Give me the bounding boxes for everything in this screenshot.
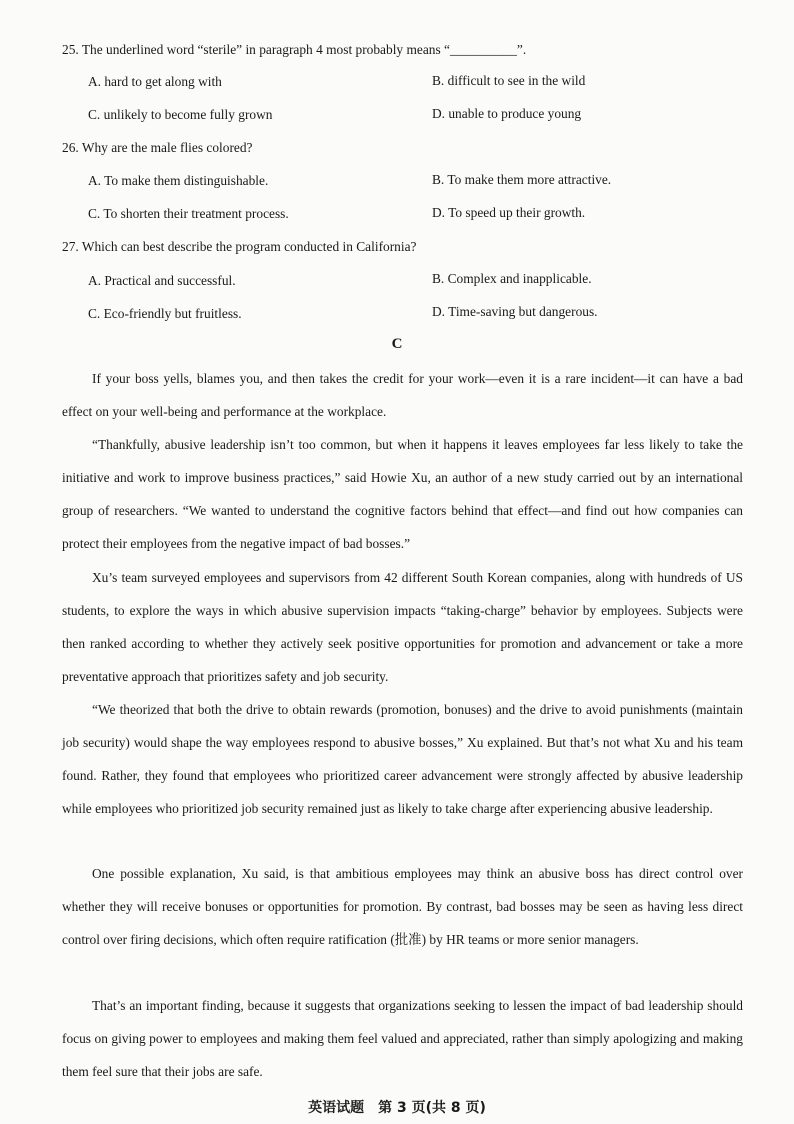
passage-paragraph-4: “We theorized that both the drive to obtain rewards (promotion, bonuses) and the drive to avoid punishments (maintain job security) would shape the way employees respond to abusive bosses,” Xu explained. But that’s not what Xu and his team found. Rather, they found that employees who prioritized career advancement were strongly affected by abusive leadership while employees who prioritized job security remained just as likely to take charge after experiencing abusive leadership.	[62, 702, 743, 816]
question-27-stem: 27. Which can best describe the program conducted in California?	[62, 239, 417, 254]
question-27-option-b: B. Complex and inapplicable.	[432, 271, 592, 286]
passage-paragraph-1: If your boss yells, blames you, and then takes the credit for your work—even it is a rare incident—it can have a bad effect on your well-being and performance at the workplace.	[62, 371, 743, 419]
passage-paragraph-3: Xu’s team surveyed employees and supervisors from 42 different South Korean companies, along with hundreds of US students, to explore the ways in which abusive supervision impacts “taking-charge” behavior by employees. Subjects were then ranked according to whether they actively seek positive opportunities for promotion and advancement or take a more preventative approach that prioritizes safety and job security.	[62, 570, 743, 684]
question-25-option-b: B. difficult to see in the wild	[432, 73, 586, 88]
passage-paragraph-5: One possible explanation, Xu said, is that ambitious employees may think an abusive boss has direct control over whether they will receive bonuses or opportunities for promotion. By contrast, bad bosses may be seen as having less direct control over firing decisions, which often require ratification (批准) by HR teams or more senior managers.	[62, 866, 743, 947]
question-25-option-d: D. unable to produce young	[432, 106, 582, 121]
question-27-option-c: C. Eco-friendly but fruitless.	[88, 306, 242, 321]
question-27-option-a: A. Practical and successful.	[88, 273, 236, 288]
passage-paragraph-2: “Thankfully, abusive leadership isn’t too common, but when it happens it leaves employees far less likely to take the initiative and work to improve business practices,” said Howie Xu, an author of a new study carried out by an international group of researchers. “We wanted to understand the cognitive factors behind that effect—and find out how companies can protect their employees from the negative impact of bad bosses.”	[62, 437, 743, 551]
passage-paragraph-6: That’s an important finding, because it suggests that organizations seeking to lessen the impact of bad leadership should focus on giving power to employees and making them feel valued and appreciated, rather than simply apologizing and making them feel sure that their jobs are safe.	[62, 998, 743, 1079]
question-25-option-c: C. unlikely to become fully grown	[88, 107, 273, 122]
question-26-stem: 26. Why are the male flies colored?	[62, 140, 253, 155]
question-25-stem: 25. The underlined word “sterile” in paragraph 4 most probably means “__________”.	[62, 42, 527, 57]
question-26-option-a: A. To make them distinguishable.	[88, 173, 269, 188]
question-26-option-b: B. To make them more attractive.	[432, 172, 612, 187]
question-25-option-a: A. hard to get along with	[88, 74, 222, 89]
question-26-option-c: C. To shorten their treatment process.	[88, 206, 289, 221]
question-26-option-d: D. To speed up their growth.	[432, 205, 586, 220]
question-27-option-d: D. Time-saving but dangerous.	[432, 304, 598, 319]
page-footer: 英语试题 第 3 页(共 8 页)	[308, 1100, 486, 1116]
section-heading: C	[391, 336, 403, 352]
